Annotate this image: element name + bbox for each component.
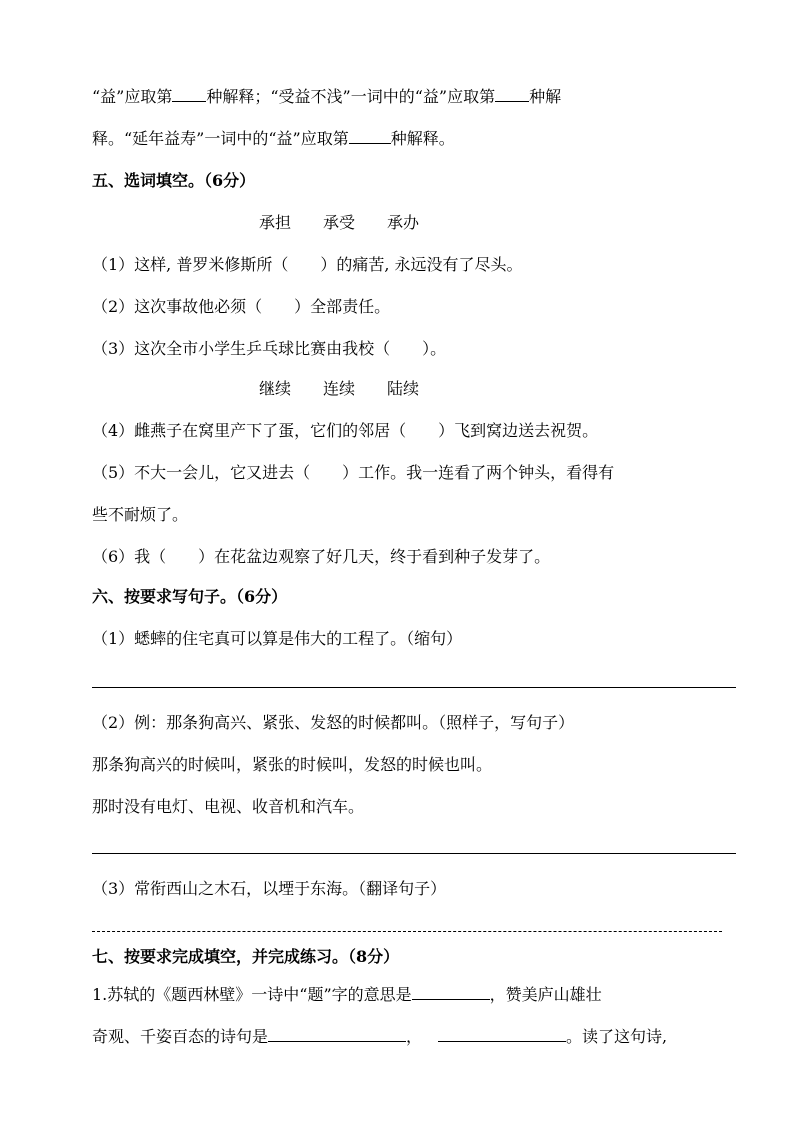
sec4-text: 种解 bbox=[529, 87, 562, 106]
word-option: 连续 bbox=[323, 379, 356, 398]
question-5-5-cont: 些不耐烦了。 bbox=[92, 505, 189, 524]
example-sentence: 那条狗高兴的时候叫，紧张的时候叫，发怒的时候也叫。 bbox=[92, 755, 493, 774]
question-5-4: （4）雌燕子在窝里产下了蛋，它们的邻居（ ）飞到窝边送去祝贺。 bbox=[92, 421, 599, 440]
question-6-2: （2）例：那条狗高兴、紧张、发怒的时候都叫。（照样子，写句子） bbox=[92, 713, 575, 732]
word-option: 陆续 bbox=[387, 379, 420, 398]
question-text: 。读了这句诗, bbox=[566, 1027, 668, 1046]
section-6-title: 六、按要求写句子。（6分） bbox=[92, 587, 288, 606]
question-5-5: （5）不大一会儿，它又进去（ ）工作。我一连看了两个钟头，看得有 bbox=[92, 463, 615, 482]
sec4-text: 释。“延年益寿”一词中的“益”应取第 bbox=[92, 129, 349, 148]
word-option: 承受 bbox=[323, 213, 356, 232]
question-text: 奇观、千姿百态的诗句是 bbox=[92, 1027, 269, 1046]
question-5-3: （3）这次全市小学生乒乓球比赛由我校（ ）。 bbox=[92, 339, 447, 358]
word-options-2 bbox=[259, 378, 451, 400]
answer-blank[interactable] bbox=[495, 86, 529, 102]
question-7-1 bbox=[92, 984, 602, 1006]
sec4-text: “益”应取第 bbox=[92, 87, 173, 106]
word-option: 继续 bbox=[259, 379, 292, 398]
question-5-6: （6）我（ ）在花盆边观察了好几天，终于看到种子发芽了。 bbox=[92, 547, 551, 566]
sec4-line-1 bbox=[92, 86, 561, 108]
question-text: ，赞美庐山雄壮 bbox=[489, 985, 602, 1004]
word-options-1 bbox=[259, 212, 451, 234]
answer-blank[interactable] bbox=[172, 86, 206, 102]
question-5-1: （1）这样, 普罗米修斯所（ ）的痛苦, 永远没有了尽头。 bbox=[92, 255, 523, 274]
answer-blank[interactable] bbox=[412, 984, 490, 1000]
answer-line[interactable] bbox=[92, 931, 722, 932]
question-6-1: （1）蟋蟀的住宅真可以算是伟大的工程了。（缩句） bbox=[92, 629, 463, 648]
sec4-text: 种解释；“受益不浅”一词中的“益”应取第 bbox=[206, 87, 496, 106]
sec4-text: 种解释。 bbox=[390, 129, 455, 148]
given-sentence: 那时没有电灯、电视、收音机和汽车。 bbox=[92, 797, 365, 816]
answer-blank[interactable] bbox=[349, 128, 391, 144]
answer-blank[interactable] bbox=[268, 1026, 406, 1042]
question-5-2: （2）这次事故他必须（ ）全部责任。 bbox=[92, 297, 391, 316]
answer-line[interactable] bbox=[92, 853, 736, 854]
section-7-title: 七、按要求完成填空，并完成练习。（8分） bbox=[92, 947, 400, 966]
section-5-title: 五、选词填空。（6分） bbox=[92, 171, 256, 190]
sec4-line-2 bbox=[92, 128, 455, 150]
word-option: 承办 bbox=[387, 213, 420, 232]
question-7-1-cont bbox=[92, 1026, 667, 1048]
answer-blank[interactable] bbox=[438, 1026, 566, 1042]
question-text: ， bbox=[406, 1027, 423, 1046]
word-option: 承担 bbox=[259, 213, 292, 232]
question-6-3: （3）常衔西山之木石，以堙于东海。（翻译句子） bbox=[92, 879, 447, 898]
question-text: 1.苏轼的《题西林壁》一诗中“题”字的意思是 bbox=[92, 985, 412, 1004]
answer-line[interactable] bbox=[92, 687, 736, 688]
